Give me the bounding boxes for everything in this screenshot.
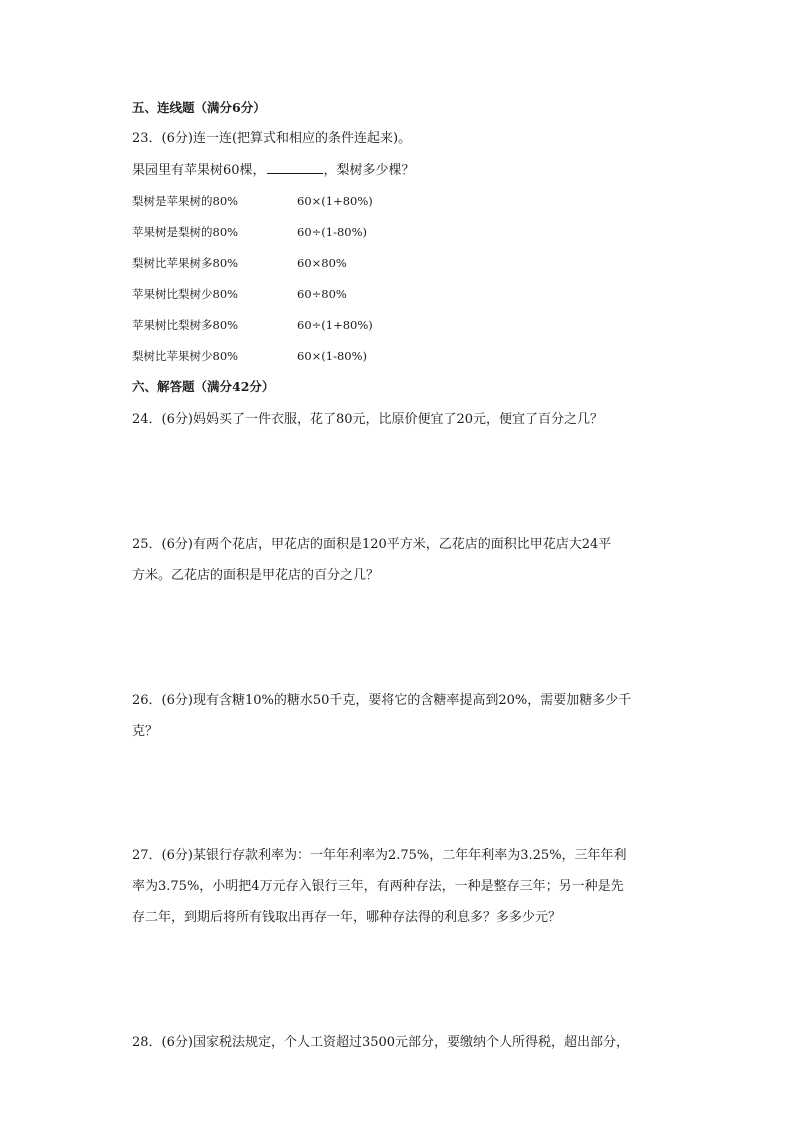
answer-blank[interactable]: [267, 160, 323, 174]
condition-item: 苹果树比梨树多80%: [132, 318, 239, 332]
formula-item: 60÷(1+80%): [297, 318, 373, 332]
formula-item: 60×(1+80%): [297, 194, 373, 208]
q27-text-line3: 存二年，到期后将所有钱取出再存一年，哪种存法得的利息多？多多少元？: [132, 910, 562, 925]
formula-item: 60×(1-80%): [297, 349, 368, 363]
condition-item: 苹果树是梨树的80%: [132, 225, 239, 239]
q25-text-line2: 方米。乙花店的面积是甲花店的百分之几？: [132, 568, 380, 583]
condition-item: 苹果树比梨树少80%: [132, 287, 239, 301]
q23-prompt-after: ，梨树多少棵？: [323, 163, 415, 178]
section6-title: 六、解答题（满分42分）: [132, 379, 275, 394]
q23-prompt: [132, 160, 415, 181]
formula-item: 60×80%: [297, 256, 347, 270]
q23-prompt-before: 果园里有苹果树60棵，: [132, 163, 266, 178]
q27-text-line1: 27．(6分)某银行存款利率为：一年年利率为2.75%，二年年利率为3.25%，三年年利: [132, 848, 627, 863]
q26-text-line1: 26．(6分)现有含糖10%的糖水50千克，要将它的含糖率提高到20%，需要加糖多少千: [132, 693, 632, 708]
condition-item: 梨树比苹果树少80%: [132, 349, 239, 363]
formula-item: 60÷(1-80%): [297, 225, 368, 239]
formula-item: 60÷80%: [297, 287, 347, 301]
q26-text-line2: 克？: [132, 724, 159, 739]
q24-text: 24．(6分)妈妈买了一件衣服，花了80元，比原价便宜了20元，便宜了百分之几？: [132, 412, 604, 427]
condition-item: 梨树是苹果树的80%: [132, 194, 239, 208]
q23-stem: 23．(6分)连一连(把算式和相应的条件连起来)。: [132, 131, 412, 146]
condition-item: 梨树比苹果树多80%: [132, 256, 239, 270]
q25-text-line1: 25．(6分)有两个花店，甲花店的面积是120平方米，乙花店的面积比甲花店大24平: [132, 537, 612, 552]
q27-text-line2: 率为3.75%，小明把4万元存入银行三年，有两种存法，一种是整存三年；另一种是先: [132, 879, 624, 894]
q28-text-line1: 28．(6分)国家税法规定，个人工资超过3500元部分，要缴纳个人所得税，超出部分，: [132, 1035, 630, 1050]
section5-title: 五、连线题（满分6分）: [132, 100, 266, 115]
